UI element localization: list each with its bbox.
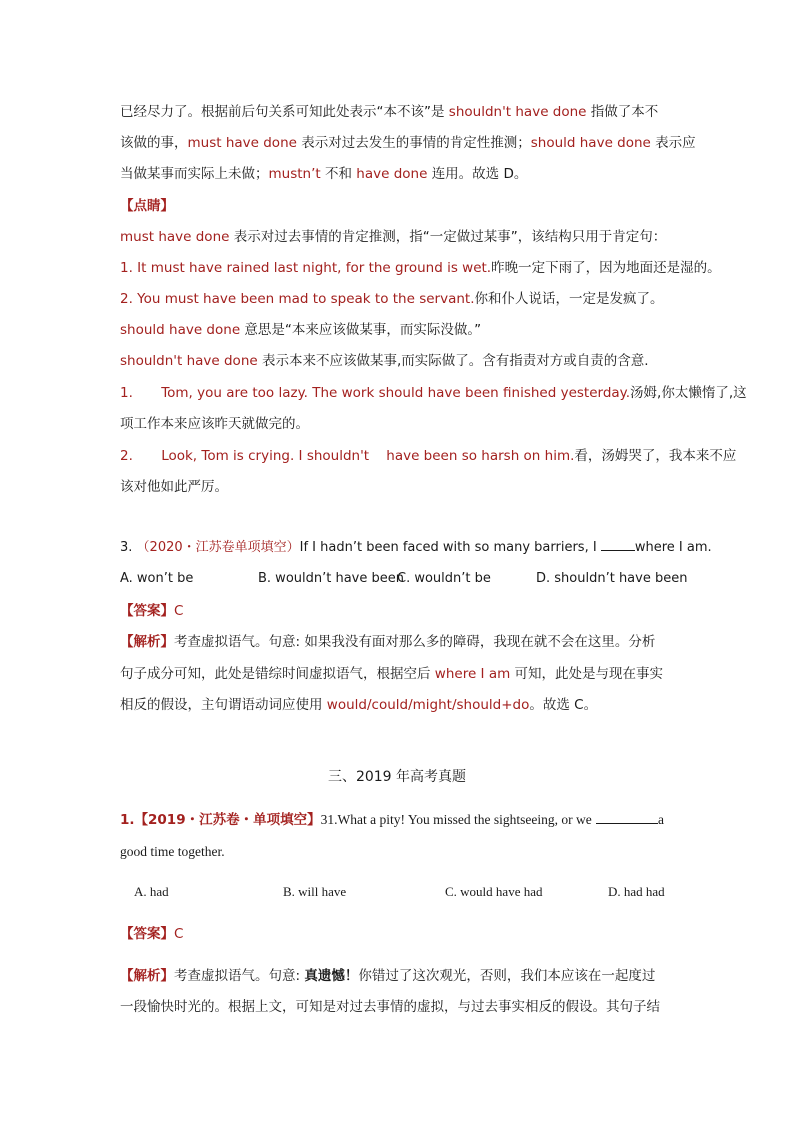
example-3 — [120, 383, 747, 403]
text: 看，汤姆哭了，我本来不应 — [574, 448, 737, 464]
answer-blank — [601, 538, 635, 551]
text: 该做的事， — [120, 135, 188, 151]
answer-label: 【答案】 — [120, 926, 174, 942]
text: 连用。故选 D。 — [431, 166, 528, 182]
text: 句子成分可知，此处是错综时间虚拟语气，根据空后 — [120, 666, 431, 682]
question-3-stem — [120, 538, 712, 558]
answer-line — [120, 601, 183, 621]
red-text: Look, Tom is crying. I shouldn't have been so harsh on him. — [161, 448, 575, 464]
option-a: A. had — [134, 884, 169, 899]
red-text: should have done — [120, 322, 241, 338]
example-1 — [120, 258, 721, 278]
question-text: 31.What a pity! You missed the sightseeing, or we — [320, 812, 592, 827]
red-text: where I am — [434, 666, 511, 682]
analysis-label: 【解析】 — [120, 968, 174, 984]
text: 指做了本不 — [590, 104, 659, 120]
text: 。故选 C。 — [529, 697, 598, 713]
red-text: 1. It must have rained last night, for the ground is wet. — [120, 260, 492, 276]
analysis-line-2: 一段愉快时光的。根据上文，可知是对过去事情的虚拟，与过去事实相反的假设。其句子结 — [120, 999, 660, 1015]
red-text: must have done — [120, 229, 230, 245]
section-title: 三、2019 年高考真题 — [327, 769, 467, 785]
dianjing-line-1 — [120, 227, 666, 247]
option-c: C. would have had — [445, 884, 543, 899]
dianjing-header: 【点睛】 — [120, 198, 174, 214]
red-text: shouldn't have done — [448, 104, 587, 120]
example-4-cont: 该对他如此严厉。 — [120, 479, 228, 495]
text: 意思是“本来应该做某事，而实际没做。” — [244, 322, 482, 338]
analysis-label: 【解析】 — [120, 634, 174, 650]
explanation-line-2 — [120, 133, 696, 153]
answer-label: 【答案】 — [120, 603, 174, 619]
text: 考查虚拟语气。句意: — [174, 968, 305, 984]
analysis-line-1 — [120, 966, 655, 986]
question-text: If I hadn’t been faced with so many barriers, I — [299, 540, 597, 555]
question-number: 3. — [120, 540, 133, 555]
example-2 — [120, 289, 664, 309]
text: 你错过了这次观光，否则，我们本应该在一起度过 — [358, 968, 656, 984]
question-source: （2020・江苏卷单项填空） — [136, 540, 300, 555]
text: 昨晚一定下雨了，因为地面还是湿的。 — [491, 260, 721, 276]
text: 你和仆人说话，一定是发疯了。 — [474, 291, 664, 307]
red-text: should have done — [530, 135, 651, 151]
text: 表示应 — [655, 135, 696, 151]
question-source: 1.【2019・江苏卷・单项填空】 — [120, 812, 321, 828]
option-b: B. will have — [283, 884, 347, 899]
explanation-line-1 — [120, 102, 658, 122]
red-text: mustn’t — [268, 166, 321, 182]
answer-value: C — [174, 603, 184, 619]
answer-blank — [596, 811, 658, 824]
answer-line — [120, 924, 183, 944]
analysis-line-3 — [120, 695, 597, 715]
text: 表示本来不应该做某事,而实际做了。含有指责对方或自责的含意. — [261, 353, 649, 369]
item-number: 2. — [120, 448, 133, 464]
option-b: B. wouldn’t have been — [258, 571, 404, 586]
answer-value: C — [174, 926, 184, 942]
red-text: would/could/might/should+do — [326, 697, 530, 713]
text: 已经尽力了。根据前后句关系可知此处表示“本不该”是 — [120, 104, 445, 120]
text: 可知，此处是与现在事实 — [514, 666, 664, 682]
question-1-stem-cont: good time together. — [120, 844, 225, 859]
text: 相反的假设，主句谓语动词应使用 — [120, 697, 323, 713]
red-text: 2. You must have been mad to speak to the servant. — [120, 291, 475, 307]
question-text: a — [658, 812, 665, 827]
example-3-cont: 项工作本来应该昨天就做完的。 — [120, 416, 309, 432]
text: 表示对过去发生的事情的肯定性推测； — [301, 135, 531, 151]
question-1-stem — [120, 810, 664, 830]
red-text: must have done — [187, 135, 297, 151]
text: 汤姆,你太懒惰了,这 — [630, 385, 747, 401]
text: 当做某事而实际上未做； — [120, 166, 269, 182]
item-number: 1. — [120, 385, 133, 401]
dianjing-line-5 — [120, 351, 649, 371]
dianjing-line-4 — [120, 320, 481, 340]
text: 表示对过去事情的肯定推测，指“一定做过某事”，该结构只用于肯定句： — [233, 229, 667, 245]
analysis-line-1 — [120, 632, 655, 652]
text: 考查虚拟语气。句意: 如果我没有面对那么多的障碍，我现在就不会在这里。分析 — [174, 634, 656, 650]
option-a: A. won’t be — [120, 571, 194, 586]
analysis-line-2 — [120, 664, 663, 684]
text: 不和 — [324, 166, 352, 182]
red-text: Tom, you are too lazy. The work should have been finished yesterday. — [161, 385, 631, 401]
option-c: C. wouldn’t be — [397, 571, 491, 586]
red-text: shouldn't have done — [120, 353, 258, 369]
option-d: D. had had — [608, 884, 665, 899]
option-d: D. shouldn’t have been — [536, 571, 688, 586]
example-4 — [120, 446, 736, 466]
question-text: where I am. — [634, 540, 712, 555]
explanation-line-3 — [120, 164, 527, 184]
red-text: have done — [356, 166, 428, 182]
text: 真遗憾！ — [304, 968, 359, 984]
